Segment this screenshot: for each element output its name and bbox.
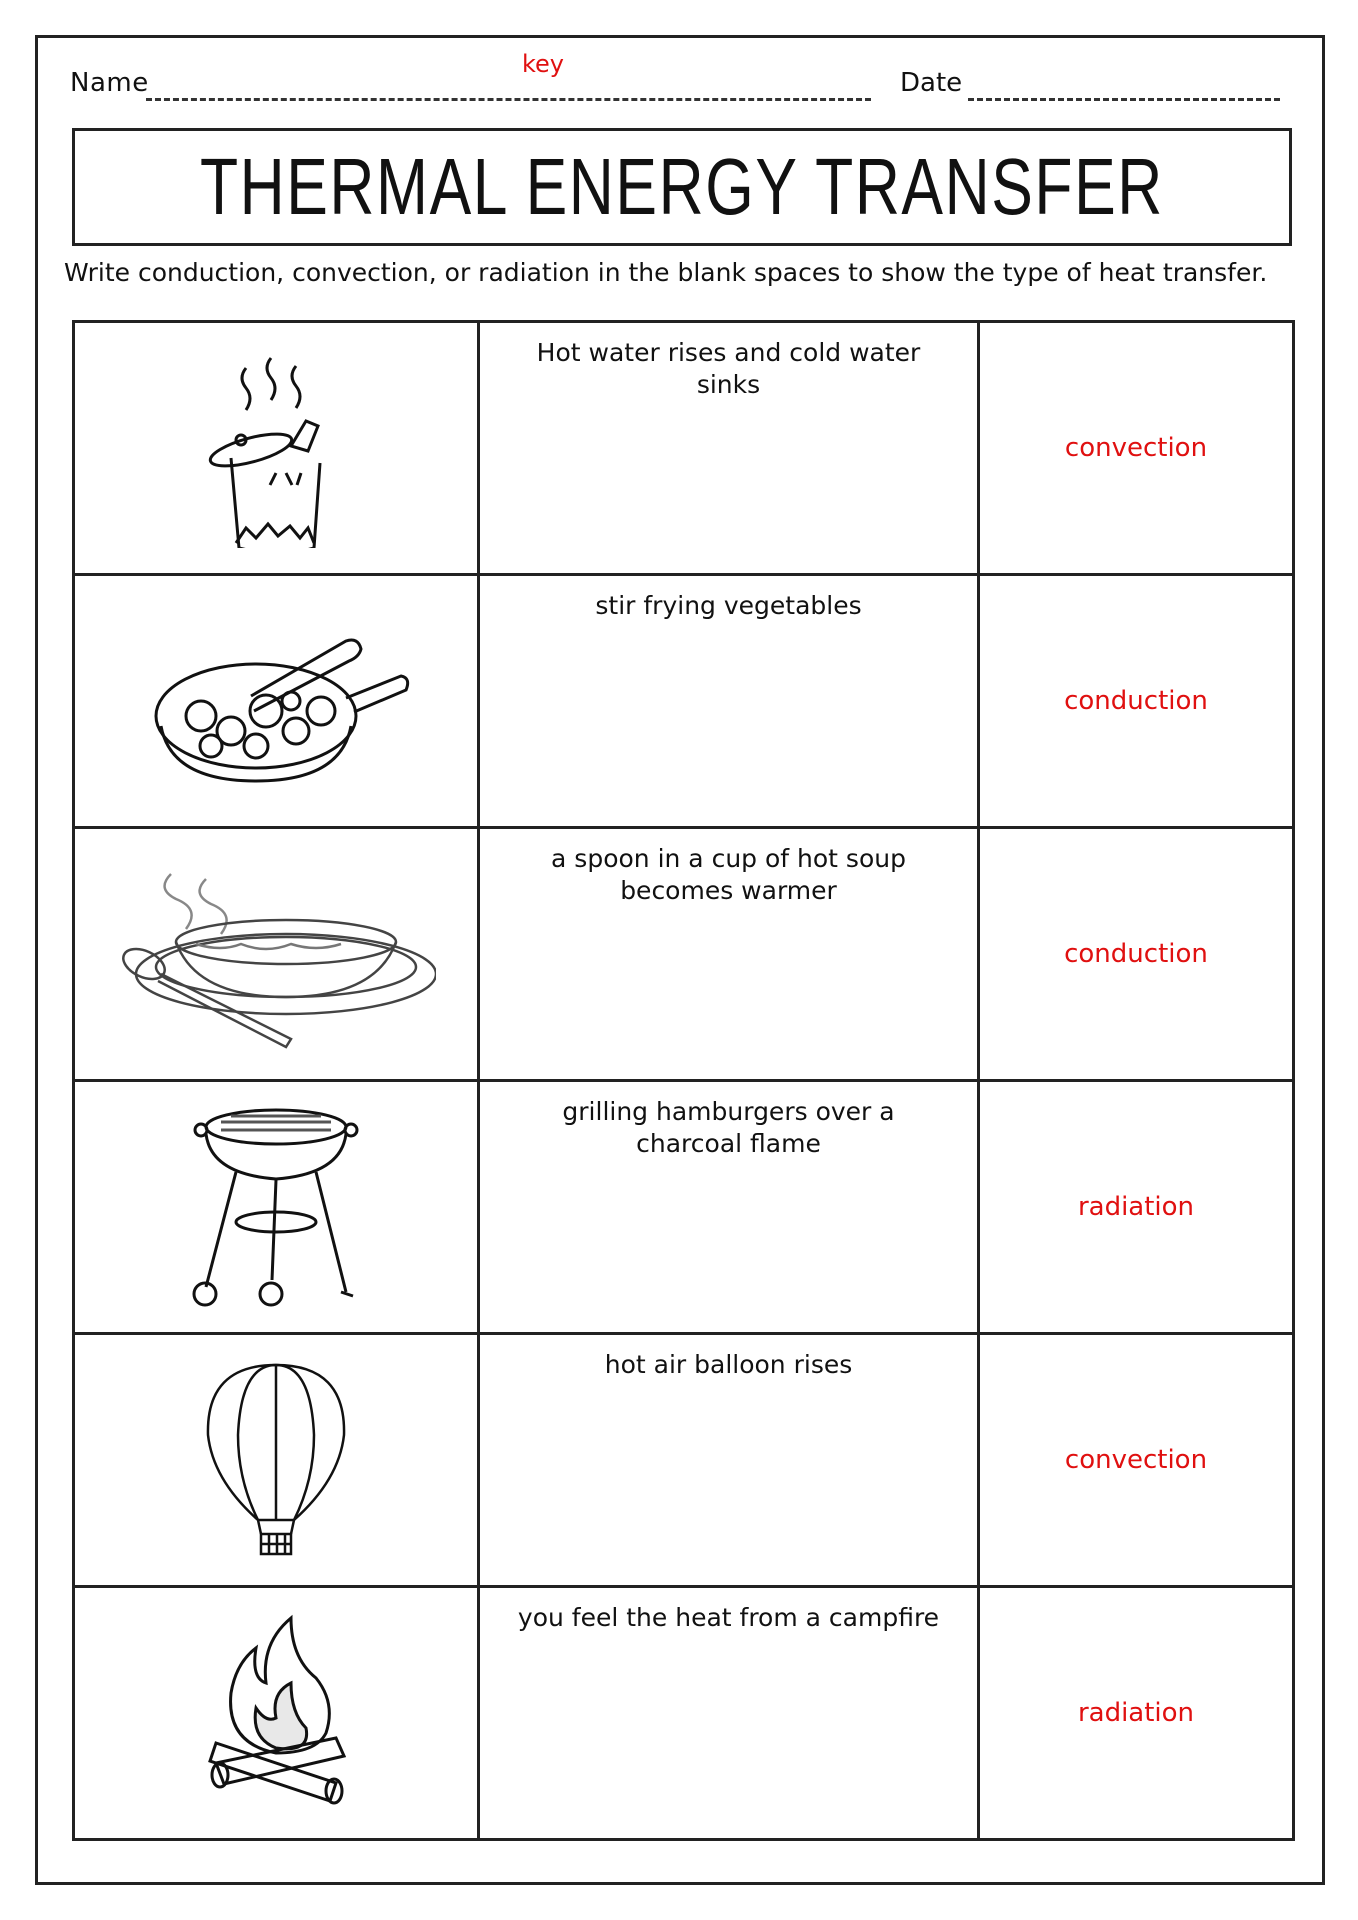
image-cell [74, 1587, 479, 1840]
description-text: you feel the heat from a campfire [517, 1603, 940, 1632]
date-label: Date [900, 68, 963, 98]
soup-bowl-icon [116, 854, 436, 1054]
answer-cell[interactable] [979, 828, 1294, 1081]
description-cell [479, 1334, 979, 1587]
description-cell [479, 575, 979, 828]
boiling-pot-icon [201, 348, 351, 548]
table-row [74, 1334, 1294, 1587]
description-text: a spoon in a cup of hot soup becomes warmer [551, 844, 906, 905]
answer-text: conduction [1064, 686, 1208, 716]
table-row [74, 828, 1294, 1081]
instructions: Write conduction, convection, or radiation in the blank spaces to show the type of heat transfer. [64, 258, 1268, 287]
answer-cell[interactable] [979, 322, 1294, 575]
image-cell [74, 828, 479, 1081]
hot-air-balloon-icon [201, 1360, 351, 1560]
image-cell [74, 1081, 479, 1334]
image-cell [74, 322, 479, 575]
name-field[interactable] [146, 72, 871, 101]
frying-pan-icon [141, 606, 411, 796]
answer-text: conduction [1064, 939, 1208, 969]
description-cell [479, 828, 979, 1081]
title-box [72, 128, 1292, 246]
answer-text: radiation [1077, 1698, 1195, 1728]
page-title: THERMAL ENERGY TRANSFER [200, 142, 1164, 231]
table-row [74, 1587, 1294, 1840]
answer-cell[interactable] [979, 575, 1294, 828]
description-cell [479, 1587, 979, 1840]
image-cell [74, 575, 479, 828]
description-text: grilling hamburgers over a charcoal flame [562, 1097, 895, 1158]
charcoal-grill-icon [191, 1102, 361, 1312]
worksheet-table [72, 320, 1295, 1841]
key-annotation: key [522, 50, 565, 78]
campfire-icon [206, 1613, 346, 1813]
description-text: hot air balloon rises [604, 1350, 853, 1379]
image-cell [74, 1334, 479, 1587]
description-text: Hot water rises and cold water sinks [536, 338, 921, 399]
answer-text: convection [1064, 433, 1208, 463]
table-row [74, 322, 1294, 575]
table-row [74, 575, 1294, 828]
description-cell [479, 1081, 979, 1334]
answer-cell[interactable] [979, 1081, 1294, 1334]
name-label: Name [70, 68, 149, 98]
answer-text: convection [1064, 1445, 1208, 1475]
answer-cell[interactable] [979, 1587, 1294, 1840]
table-row [74, 1081, 1294, 1334]
date-field[interactable] [968, 72, 1280, 101]
description-cell [479, 322, 979, 575]
answer-cell[interactable] [979, 1334, 1294, 1587]
description-text: stir frying vegetables [595, 591, 862, 620]
answer-text: radiation [1077, 1192, 1195, 1222]
